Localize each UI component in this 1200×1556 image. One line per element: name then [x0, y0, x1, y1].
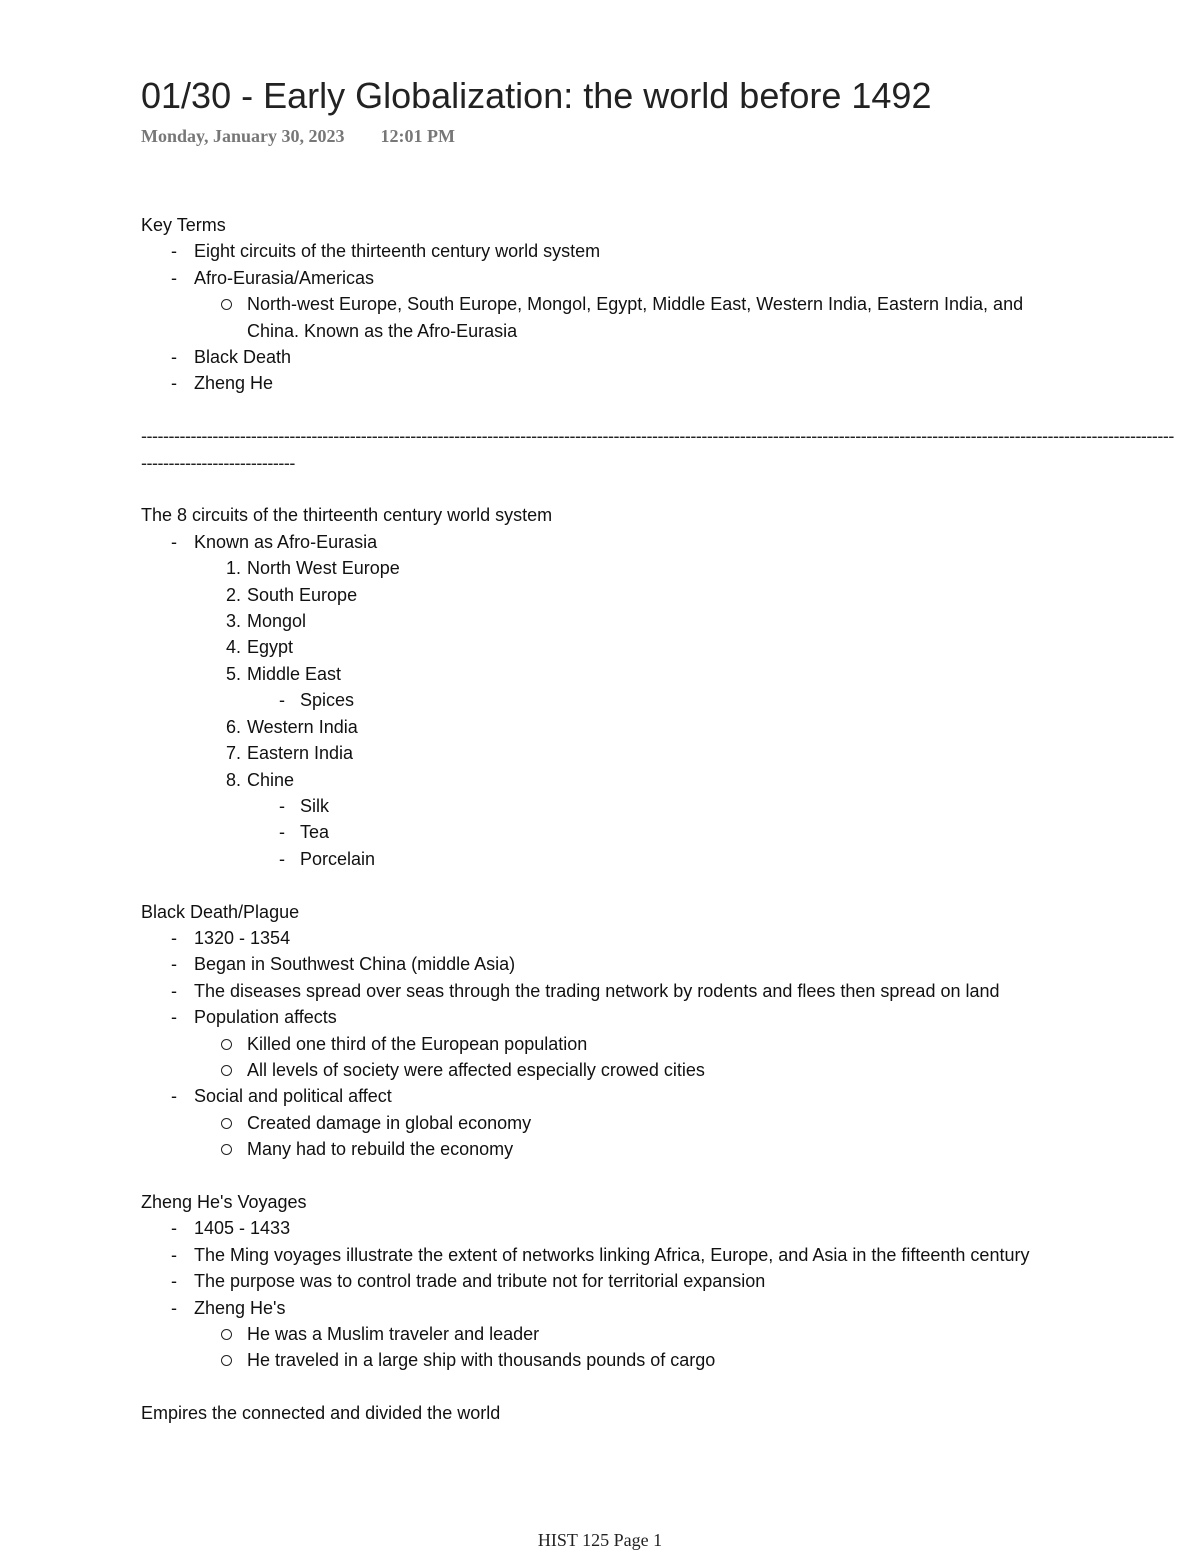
dash-bullet: -: [279, 848, 285, 869]
sub-list-item: Many had to rebuild the economy: [141, 1136, 1071, 1162]
list-item: - 1320 - 1354: [141, 925, 1071, 951]
dash-bullet: -: [171, 1218, 177, 1239]
zheng-heading: Zheng He's Voyages: [141, 1191, 307, 1212]
numbered-item: 2. South Europe: [225, 584, 358, 605]
numbered-item: 4. Egypt: [225, 637, 294, 658]
dash-bullet: -: [279, 822, 285, 843]
list-item: - The purpose was to control trade and tribute not for territorial expansion: [141, 1268, 1071, 1294]
list-item: - The Ming voyages illustrate the extent of networks linking Africa, Europe, and Asia in the fifteenth century: [141, 1242, 1071, 1268]
dash-bullet: -: [171, 954, 177, 975]
numbered-item: 5. Middle East: [225, 663, 342, 684]
list-item: - The diseases spread over seas through the trading network by rodents and flees then spread on land: [141, 978, 1071, 1004]
circle-bullet: [221, 1065, 232, 1076]
circle-bullet: [221, 1144, 232, 1155]
list-item: - Zheng He: [141, 370, 1071, 396]
circle-bullet: [221, 1355, 232, 1366]
list-item: - Afro-Eurasia/Americas: [141, 265, 1071, 291]
sub-list-item: - Tea: [141, 819, 1071, 845]
list-item: - Zheng He's: [141, 1295, 1071, 1321]
plague-heading: Black Death/Plague: [141, 901, 300, 922]
sub-list-item: All levels of society were affected especially crowed cities: [141, 1057, 1071, 1083]
numbered-item: 8. Chine: [225, 769, 295, 790]
note-date: Monday, January 30, 2023: [141, 126, 345, 146]
dash-bullet: -: [171, 347, 177, 368]
list-item: - Eight circuits of the thirteenth century world system: [141, 238, 1071, 264]
list-item: - Known as Afro-Eurasia: [141, 529, 1071, 555]
dash-bullet: -: [171, 980, 177, 1001]
note-time: 12:01 PM: [380, 126, 456, 146]
list-item: - Social and political affect: [141, 1083, 1071, 1109]
dash-bullet: -: [279, 795, 285, 816]
dash-bullet: -: [171, 1271, 177, 1292]
list-item: North-west Europe, South Europe, Mongol, Egypt, Middle East, Western India, Eastern India, and China. Known as the Afro-Eurasia: [141, 291, 1071, 344]
dash-bullet: -: [171, 927, 177, 948]
numbered-item: 1. North West Europe: [225, 558, 400, 579]
dash-bullet: -: [171, 1244, 177, 1265]
dash-bullet: -: [171, 1297, 177, 1318]
list-item: - Began in Southwest China (middle Asia): [141, 951, 1071, 977]
numbered-item: 6. Western India: [225, 716, 358, 737]
key-terms-heading: Key Terms: [141, 215, 226, 235]
page-footer: HIST 125 Page 1: [537, 1530, 663, 1550]
sub-list-item: - Porcelain: [141, 846, 1071, 872]
numbered-item: 7. Eastern India: [225, 743, 354, 764]
list-item: - Black Death: [141, 344, 1071, 370]
note-body: [141, 212, 1174, 1427]
sub-list-item: - Spices: [141, 687, 1071, 713]
circle-bullet: [221, 299, 232, 310]
page-title: 01/30 - Early Globalization: the world before 1492: [141, 75, 932, 116]
dash-bullet: -: [171, 241, 177, 262]
dash-bullet: -: [171, 267, 177, 288]
sub-list-item: Created damage in global economy: [141, 1110, 1071, 1136]
list-item: - 1405 - 1433: [141, 1215, 1071, 1241]
dash-bullet: -: [171, 531, 177, 552]
sub-list-item: He was a Muslim traveler and leader: [141, 1321, 1071, 1347]
dash-bullet: -: [171, 373, 177, 394]
dash-bullet: -: [279, 690, 285, 711]
sub-list-item: He traveled in a large ship with thousands pounds of cargo: [141, 1347, 1071, 1373]
sub-list-item: - Silk: [141, 793, 1071, 819]
circle-bullet: [221, 1118, 232, 1129]
sub-list-item: Killed one third of the European population: [141, 1031, 1071, 1057]
list-item: - Population affects: [141, 1004, 1071, 1030]
divider-line: --------------------------------------------------------------------------------------------------------------------------------------------------------------------------------------------: [141, 426, 1174, 447]
empires-heading: Empires the connected and divided the world: [141, 1403, 501, 1424]
note-meta: [141, 126, 455, 147]
circle-bullet: [221, 1039, 232, 1050]
circuits-heading: The 8 circuits of the thirteenth century world system: [141, 505, 553, 526]
numbered-item: 3. Mongol: [225, 611, 307, 632]
dash-bullet: -: [171, 1007, 177, 1028]
circle-bullet: [221, 1329, 232, 1340]
divider-line-continued: ----------------------------: [141, 452, 295, 473]
dash-bullet: -: [171, 1086, 177, 1107]
